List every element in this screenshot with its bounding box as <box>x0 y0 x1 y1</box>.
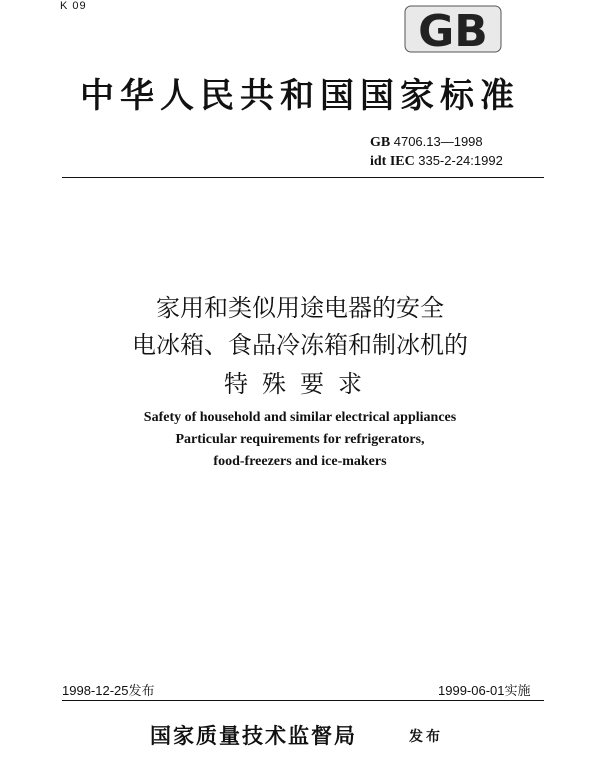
standard-number-block <box>370 133 503 171</box>
title-en-line3: food-freezers and ice-makers <box>213 454 387 469</box>
classification-code: K 09 <box>60 0 87 12</box>
standard-number: 4706.13—1998 <box>393 134 483 149</box>
standard-header: 中华人民共和国国家标准 <box>80 76 520 116</box>
bottom-divider <box>62 700 544 701</box>
idt-number: 335-2-24:1992 <box>418 153 503 168</box>
title-en-line1: Safety of household and similar electrical appliances <box>143 410 457 425</box>
gb-logo-text: GB <box>418 6 488 54</box>
top-divider <box>62 177 544 178</box>
implement-date: 1999-06-01实施 <box>438 683 531 698</box>
issue-date: 1998-12-25发布 <box>62 683 155 698</box>
publisher-name: 国家质量技术监督局 <box>150 723 357 748</box>
publish-action: 发布 <box>409 729 443 745</box>
title-cn-line3: 特殊要求 <box>224 370 376 398</box>
gb-logo <box>403 4 503 54</box>
title-cn-line1: 家用和类似用途电器的安全 <box>156 294 444 322</box>
idt-prefix: idt IEC <box>370 154 415 169</box>
title-en-line2: Particular requirements for refrigerators, <box>175 432 425 447</box>
standard-prefix: GB <box>370 135 391 150</box>
title-cn-line2: 电冰箱、食品冷冻箱和制冰机的 <box>132 331 468 359</box>
